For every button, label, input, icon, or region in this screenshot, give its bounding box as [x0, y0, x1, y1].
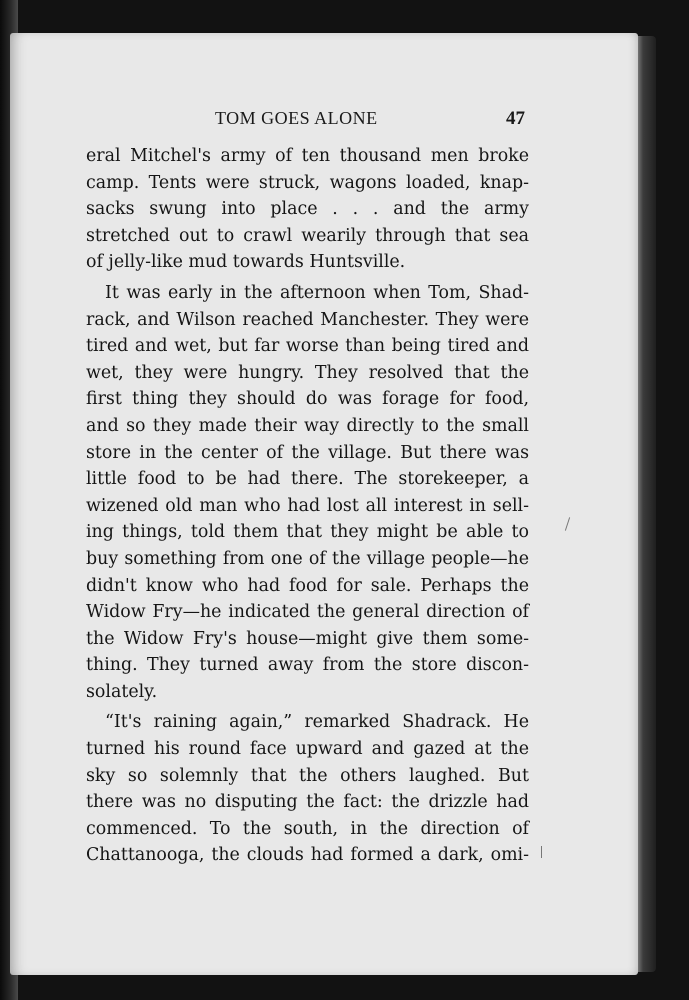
text-line: didn't know who had food for sale. Perhaps the	[86, 575, 529, 596]
text-line: ing things, told them that they might be able to	[86, 522, 529, 543]
text-line: little food to be had there. The storekeeper, a	[86, 469, 529, 490]
running-head: TOM GOES ALONE	[215, 108, 378, 128]
text-line: there was no disputing the fact: the drizzle had	[86, 792, 529, 813]
text-line: tired and wet, but far worse than being tired and	[86, 336, 529, 357]
text-line: commenced. To the south, in the direction of	[86, 818, 529, 839]
paragraph	[86, 709, 529, 869]
text-line: turned his round face upward and gazed at the	[86, 739, 529, 760]
page-number: 47	[506, 108, 525, 129]
text-line: first thing they should do was forage for food,	[86, 389, 529, 410]
text-line: sacks swung into place . . . and the army	[86, 199, 529, 220]
page-stack-edge	[636, 36, 656, 972]
text-line: sky so solemnly that the others laughed. But	[86, 765, 529, 786]
text-line: thing. They turned away from the store discon-	[86, 655, 529, 676]
text-line: It was early in the afternoon when Tom, Shad-	[105, 282, 529, 303]
text-line: rack, and Wilson reached Manchester. They were	[86, 309, 529, 330]
text-line: wizened old man who had lost all interest in sell-	[86, 495, 529, 516]
paragraph	[86, 143, 529, 276]
text-line: and so they made their way directly to the small	[86, 415, 529, 436]
text-line: wet, they were hungry. They resolved that the	[86, 362, 529, 383]
text-line: solately.	[86, 681, 158, 702]
text-line: Widow Fry—he indicated the general direction of	[86, 602, 529, 623]
text-line: store in the center of the village. But there was	[86, 442, 529, 463]
page-header	[0, 108, 689, 134]
paragraph	[86, 280, 529, 706]
text-line: of jelly-like mud towards Huntsville.	[86, 252, 406, 273]
text-line: eral Mitchel's army of ten thousand men broke	[86, 146, 529, 166]
text-line: Chattanooga, the clouds had formed a dark, omi-	[86, 845, 529, 866]
body-text	[86, 143, 529, 869]
text-line: buy something from one of the village people—he	[86, 548, 529, 569]
text-line: the Widow Fry's house—might give them some-	[86, 628, 529, 649]
text-line: stretched out to crawl wearily through that sea	[86, 225, 529, 246]
text-line: camp. Tents were struck, wagons loaded, knap-	[86, 172, 529, 193]
margin-mark	[541, 846, 542, 858]
text-line: “It's raining again,” remarked Shadrack. He	[105, 712, 529, 733]
